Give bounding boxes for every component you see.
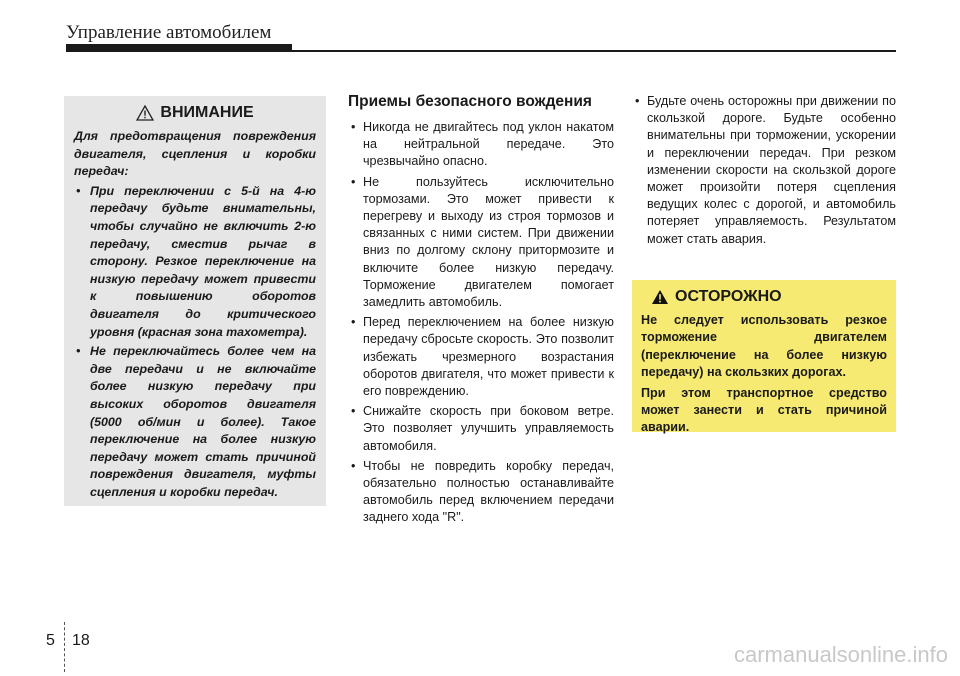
main-column (348, 93, 614, 530)
driving-tips-list (348, 119, 614, 527)
section-number: 5 (46, 632, 55, 649)
caution-box-title (641, 288, 887, 306)
warning-item: • При переключении с 5-й на 4-ю передачу будьте внимательны, чтобы случайно не включить 2-ю передачу, сместив рычаг в сторону. Резкое переключение на низкую передачу может привести к повышению оборотов двигателя до критического уровня (красная зона тахометра). (74, 183, 316, 341)
warning-box-title (74, 104, 316, 122)
warning-title-text: ВНИМАНИЕ (160, 104, 254, 121)
list-item: • Будьте очень осторожны при движении по скользкой дороге. Будьте особенно внимательны при торможении, ускорении и переключении передач. При резком изменении скорости на скользкой дороге может произойти потеря сцепления ведущих колес с дорогой, и автомобиль потеряет управляемость. Результатом может стать авария. (632, 93, 896, 248)
footer-divider (64, 622, 65, 672)
list-item: • Чтобы не повредить коробку передач, обязательно полностью останавливайте автомобиль перед включением передачи заднего хода "R". (348, 458, 614, 527)
right-column (632, 93, 896, 251)
warning-triangle-icon (136, 105, 154, 121)
watermark: carmanualsonline.info (733, 642, 948, 667)
warning-item: • Не переключайтесь более чем на две передачи и не включайте более низкую передачу при высоких оборотов двигателя (5000 об/мин и более). Такое переключение на более низкую передачу может стать причиной повреждения двигателя, муфты сцепления и коробки передач. (74, 343, 316, 501)
list-item: • Перед переключением на более низкую передачу сбросьте скорость. Это позволит избежать чрезмерного возрастания оборотов двигателя, что может привести к его повреждению. (348, 314, 614, 400)
warning-list (74, 183, 316, 502)
caution-paragraph: При этом транспортное средство может занести и стать причиной аварии. (641, 385, 887, 435)
caution-paragraph: Не следует использовать резкое торможение двигателем (переключение на более низкую передачу) на скользких дорогах. (641, 313, 887, 380)
section-heading: Приемы безопасного вождения (348, 93, 592, 110)
caution-triangle-icon (651, 289, 669, 305)
warning-box (64, 96, 326, 506)
list-item: • Не пользуйтесь исключительно тормозами. Это может привести к перегреву и выходу из строя тормозов и связанных с ними систем. При движении вниз по долгому склону притормозите и включите более низкую передачу. Торможение двигателем помогает замедлить автомобиль. (348, 174, 614, 312)
caution-title-text: ОСТОРОЖНО (675, 288, 782, 305)
header-rule (66, 50, 896, 52)
caution-box (632, 280, 896, 435)
warning-intro: Для предотвращения повреждения двигателя, сцепления и коробки передач: (74, 129, 316, 179)
list-item: • Снижайте скорость при боковом ветре. Это позволяет улучшить управляемость автомобиля. (348, 403, 614, 455)
page-header-title: Управление автомобилем (66, 22, 272, 43)
list-item: • Никогда не двигайтесь под уклон накатом на нейтральной передаче. Это чрезвычайно опасно. (348, 119, 614, 171)
driving-tips-list-continued (632, 93, 896, 248)
page-number: 18 (72, 632, 90, 649)
